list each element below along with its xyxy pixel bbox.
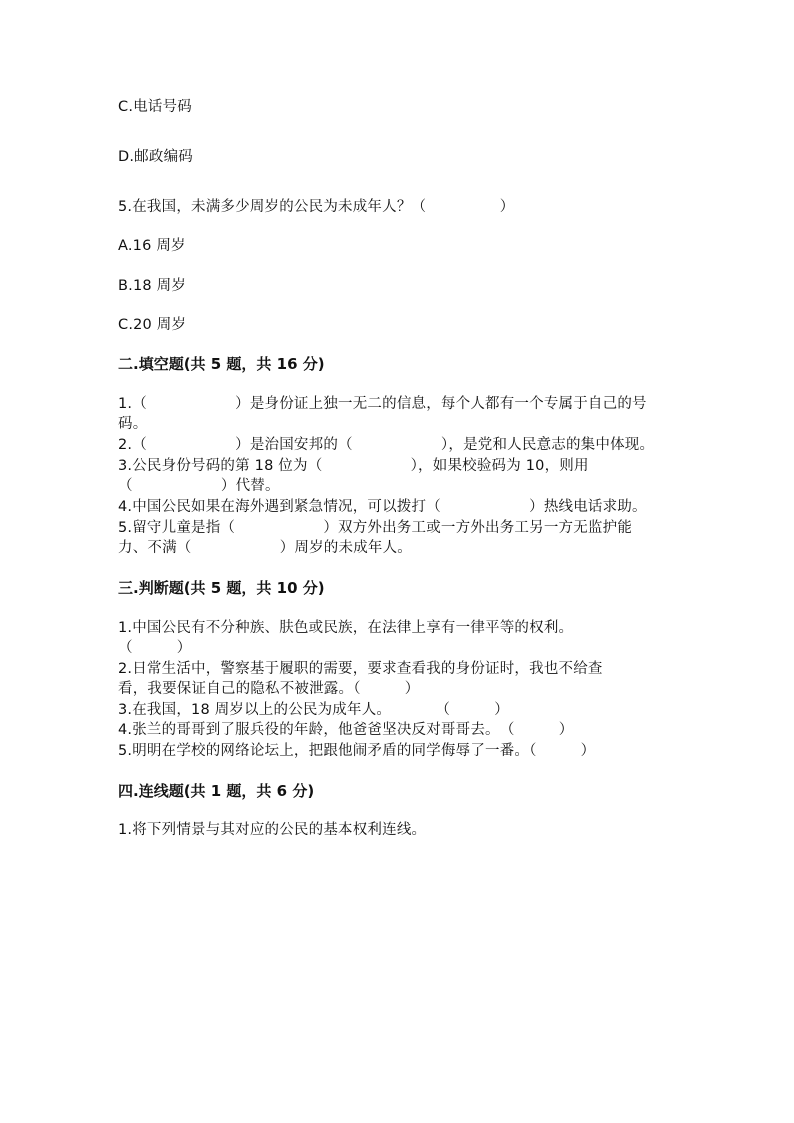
question-5-option-a: A.16 周岁 xyxy=(118,238,186,254)
judge-line: 2.日常生活中，警察基于履职的需要，要求查看我的身份证时，我也不给查 xyxy=(118,661,603,677)
fill-blank-line: 1.（ ）是身份证上独一无二的信息，每个人都有一个专属于自己的号 xyxy=(118,396,647,412)
matching-line: 1.将下列情景与其对应的公民的基本权利连线。 xyxy=(118,822,427,838)
fill-blank-line: （ ）代替。 xyxy=(118,478,280,494)
judge-line: 1.中国公民有不分种族、肤色或民族，在法律上享有一律平等的权利。 xyxy=(118,620,574,636)
section-matching-heading: 四.连线题(共 1 题，共 6 分) xyxy=(118,782,315,800)
section-fill-blank-heading: 二.填空题(共 5 题，共 16 分) xyxy=(118,355,325,373)
fill-blank-line: 3.公民身份号码的第 18 位为（ ），如果校验码为 10，则用 xyxy=(118,458,589,474)
judge-line: 3.在我国，18 周岁以上的公民为成年人。 （ ） xyxy=(118,702,509,718)
fill-blank-line: 2.（ ）是治国安邦的（ ），是党和人民意志的集中体现。 xyxy=(118,437,655,453)
fill-blank-line: 码。 xyxy=(118,416,148,432)
fill-blank-line: 5.留守儿童是指（ ）双方外出务工或一方外出务工另一方无监护能 xyxy=(118,520,633,536)
judge-line: （ ） xyxy=(118,640,192,656)
section-judge-heading: 三.判断题(共 5 题，共 10 分) xyxy=(118,579,325,597)
question-5-option-c: C.20 周岁 xyxy=(118,317,187,333)
option-d-postal-code: D.邮政编码 xyxy=(118,149,193,165)
judge-line: 看，我要保证自己的隐私不被泄露。（ ） xyxy=(118,681,420,697)
fill-blank-line: 4.中国公民如果在海外遇到紧急情况，可以拨打（ ）热线电话求助。 xyxy=(118,499,647,515)
judge-line: 5.明明在学校的网络论坛上，把跟他闹矛盾的同学侮辱了一番。（ ） xyxy=(118,743,596,759)
question-5-stem: 5.在我国，未满多少周岁的公民为未成年人？（ ） xyxy=(118,199,515,215)
judge-line: 4.张兰的哥哥到了服兵役的年龄，他爸爸坚决反对哥哥去。 （ ） xyxy=(118,722,574,738)
fill-blank-line: 力、不满（ ）周岁的未成年人。 xyxy=(118,540,412,556)
question-5-option-b: B.18 周岁 xyxy=(118,278,187,294)
option-c-phone-number: C.电话号码 xyxy=(118,99,192,115)
